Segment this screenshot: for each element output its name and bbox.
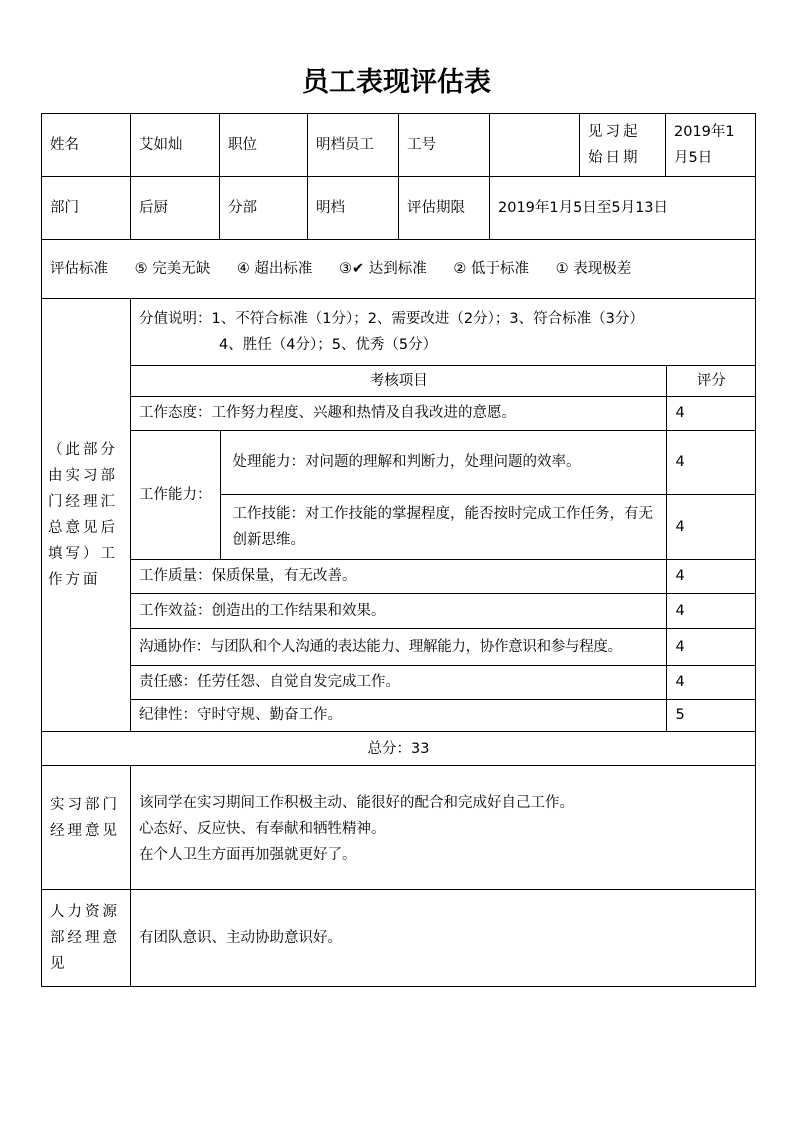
branch-label: 分部 xyxy=(220,177,308,240)
manager-line: 该同学在实习期间工作积极主动、能很好的配合和完成好自己工作。 xyxy=(139,795,574,811)
item-score: 4 xyxy=(667,593,755,628)
dept-value: 后厨 xyxy=(131,177,220,240)
item-text: 责任感：任劳任怨、自觉自发完成工作。 xyxy=(131,665,667,699)
standards-label: 评估标准 xyxy=(50,261,108,277)
item-score: 4 xyxy=(667,494,755,559)
standards-row xyxy=(42,240,756,299)
name-value: 艾如灿 xyxy=(131,114,220,177)
page-title: 员工表现评估表 xyxy=(302,67,491,98)
item-score: 4 xyxy=(667,628,755,665)
standard-3: ③✔ 达到标准 xyxy=(339,261,427,277)
item-score: 4 xyxy=(667,665,755,699)
dept-label: 部门 xyxy=(42,177,131,240)
item-text: 工作技能：对工作技能的掌握程度，能否按时完成工作任务，有无创新思维。 xyxy=(220,494,667,559)
manager-opinion xyxy=(131,766,756,890)
score-note-line-1: 分值说明：1、不符合标准（1分）；2、需要改进（2分）；3、符合标准（3分） xyxy=(139,310,644,327)
standard-5: ⑤ 完美无缺 xyxy=(134,261,211,277)
total-score: 总分：33 xyxy=(42,732,756,766)
period-label: 评估期限 xyxy=(399,177,490,240)
criteria-cell xyxy=(131,299,756,732)
header-item: 考核项目 xyxy=(131,365,667,396)
item-text: 沟通协作：与团队和个人沟通的表达能力、理解能力，协作意识和参与程度。 xyxy=(131,628,667,665)
item-text: 处理能力：对问题的理解和判断力，处理问题的效率。 xyxy=(220,430,667,494)
evaluation-table xyxy=(41,113,756,987)
manager-line: 心态好、反应快、有奉献和牺牲精神。 xyxy=(139,821,386,837)
section-label: （此部分由实习部门经理汇总意见后填写）工作方面 xyxy=(42,299,131,732)
position-label: 职位 xyxy=(220,114,308,177)
item-score: 5 xyxy=(667,699,755,731)
ability-label: 工作能力： xyxy=(131,430,220,559)
header-score: 评分 xyxy=(667,365,755,396)
hr-label: 人力资源部经理意见 xyxy=(42,890,131,987)
item-score: 4 xyxy=(667,396,755,430)
standard-4: ④ 超出标准 xyxy=(236,261,313,277)
start-label: 见习起始日期 xyxy=(580,114,666,177)
position-value: 明档员工 xyxy=(308,114,399,177)
item-text: 工作质量：保质保量，有无改善。 xyxy=(131,559,667,593)
item-text: 工作态度：工作努力程度、兴趣和热情及自我改进的意愿。 xyxy=(131,396,667,430)
criteria-table xyxy=(131,299,755,731)
name-label: 姓名 xyxy=(42,114,131,177)
branch-value: 明档 xyxy=(308,177,399,240)
score-note-line-2: 4、胜任（4分）；5、优秀（5分） xyxy=(219,336,438,353)
hr-opinion: 有团队意识、主动协助意识好。 xyxy=(131,890,756,987)
id-label: 工号 xyxy=(399,114,490,177)
item-score: 4 xyxy=(667,559,755,593)
score-note xyxy=(131,299,755,365)
standard-2: ② 低于标准 xyxy=(453,261,530,277)
period-value: 2019年1月5日至5月13日 xyxy=(490,177,756,240)
item-text: 工作效益：创造出的工作结果和效果。 xyxy=(131,593,667,628)
item-score: 4 xyxy=(667,430,755,494)
start-value: 2019年1月5日 xyxy=(666,114,756,177)
item-text: 纪律性：守时守规、勤奋工作。 xyxy=(131,699,667,731)
manager-line: 在个人卫生方面再加强就更好了。 xyxy=(139,847,357,863)
standard-1: ① 表现极差 xyxy=(555,261,632,277)
manager-label: 实习部门经理意见 xyxy=(42,766,131,890)
id-value xyxy=(490,114,580,177)
